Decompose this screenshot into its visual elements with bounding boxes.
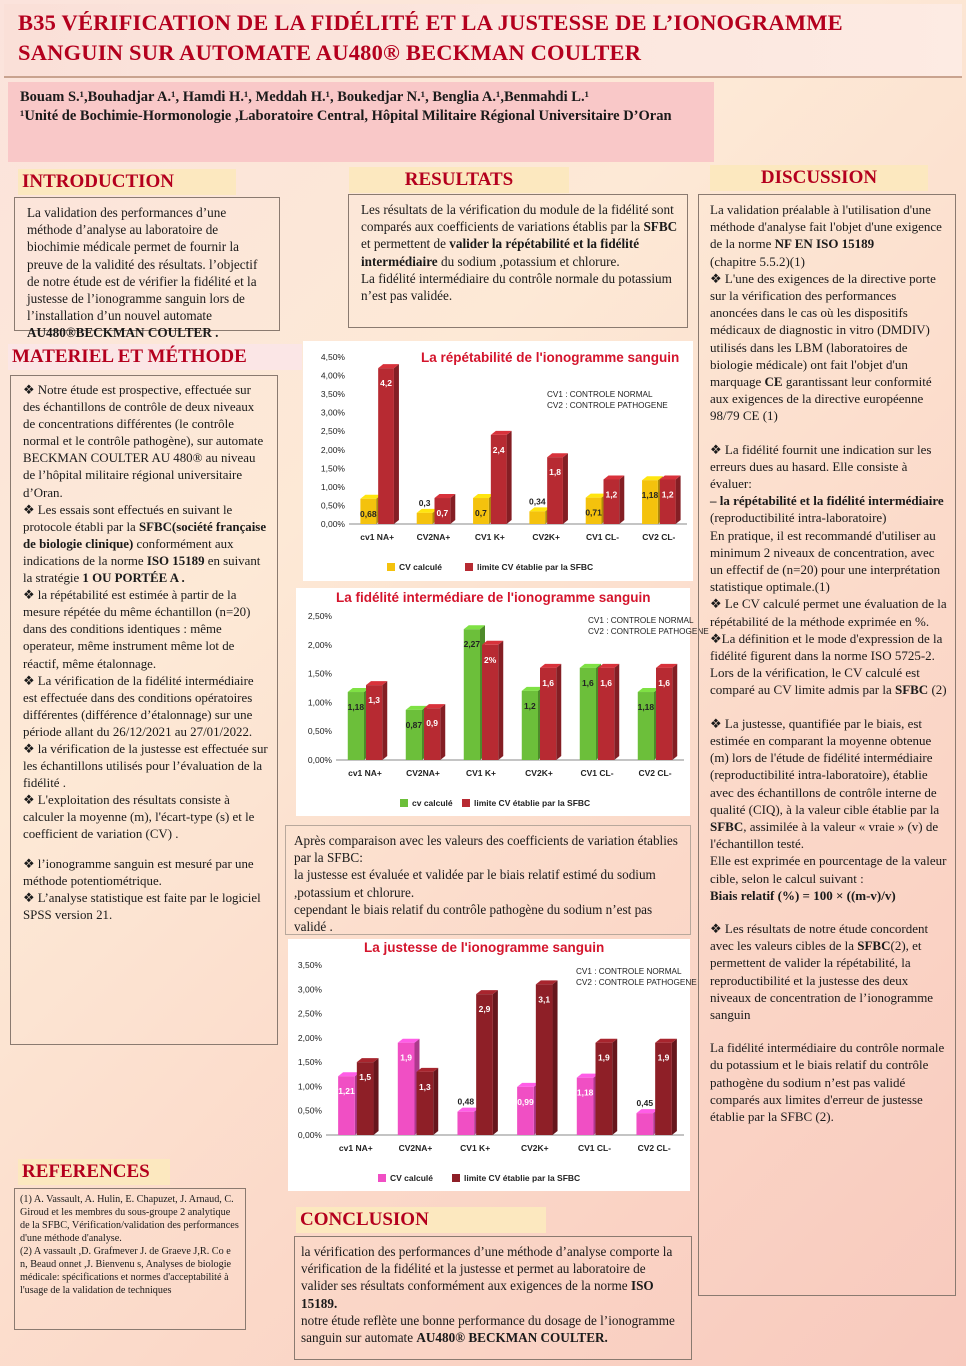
data-label: 2,4	[492, 444, 505, 455]
references-heading: REFERENCES	[18, 1159, 170, 1185]
introduction-bold: AU480®BECKMAN COULTER .	[27, 325, 219, 341]
y-tick-label: 0,50%	[320, 500, 345, 511]
discussion-p8: Elle est exprimée en pourcentage de la valeur cible, selon le calcul suivant :	[710, 853, 947, 886]
data-label: 4,2	[380, 378, 392, 389]
legend-label: CV calculé	[390, 1173, 433, 1183]
chart-justesse	[288, 939, 697, 1191]
data-label: 0,7	[436, 508, 449, 519]
title-line-1: B35 VÉRIFICATION DE LA FIDÉLITÉ ET LA JUSTESSE DE L’IONOGRAMME	[18, 10, 843, 35]
bar	[457, 1112, 474, 1135]
x-tick-label: CV1 K+	[460, 1143, 491, 1153]
x-tick-label: cv1 NA+	[348, 768, 382, 778]
bar-side	[619, 475, 624, 524]
y-tick-label: 1,00%	[320, 481, 345, 492]
bar	[476, 994, 493, 1135]
chart-title: La fidélité intermédiare de l'ionogramme sanguin	[336, 590, 651, 605]
x-tick-label: CV1 CL-	[577, 1143, 612, 1153]
bar-side	[612, 1039, 617, 1135]
bar-side	[563, 453, 568, 524]
materiel-p2: ❖ Les essais sont effectués en suivant le protocole établi par la SFBC(société française de biologie clinique) conformément aux indications de la norme ISO 15189 en suivant la stratégie 1 OU PORTÉE A .	[23, 502, 267, 586]
legend-swatch	[387, 563, 395, 571]
x-tick-label: CV2K+	[532, 532, 560, 542]
legend-label: limite CV établie par la SFBC	[464, 1173, 581, 1183]
reference-2: (2) A vassault ,D. Grafmever J. de Graeve J,R. Co e n, Beaud onnet ,J. Bienvenu s, Analyses de biologie médicale: spécifications et normes d'acceptabilité à l'usage de la validation de techniques	[20, 1246, 232, 1296]
materiel-p4: ❖ La vérification de la fidélité intermédiaire est effectuée dans des conditions opératoires différentes (différence d’étalonnage) sur une période allant du 26/12/2021 au 27/01/2022.	[23, 673, 254, 739]
bar	[604, 479, 620, 524]
y-tick-label: 4,50%	[320, 352, 345, 362]
x-tick-label: CV1 CL-	[585, 532, 620, 542]
y-tick-label: 1,50%	[320, 463, 345, 474]
introduction-box	[14, 197, 280, 341]
bar	[642, 480, 658, 524]
authors-block	[20, 88, 710, 126]
discussion-p9: ❖ Les résultats de notre étude concordent avec les valeurs cibles de la SFBC(2), et permettent de valider la répétabilité, la reproductibilité et la justesse des deux niveaux de concentration de l’ionogramme sanguin	[710, 920, 934, 1022]
legend-label: limite CV établie par la SFBC	[474, 798, 591, 808]
bar-side	[556, 664, 561, 760]
introduction-heading: INTRODUCTION	[18, 169, 236, 195]
data-label: 2,9	[478, 1004, 491, 1015]
data-label: 1,2	[523, 700, 536, 711]
y-tick-label: 0,50%	[297, 1105, 322, 1116]
x-tick-label: CV2NA+	[406, 768, 440, 778]
y-tick-label: 3,00%	[297, 984, 322, 995]
data-label: 1,3	[418, 1081, 431, 1092]
discussion-p6: ❖La définition et le mode d'expression de la fidélité figurent dans la norme ISO 5725-2. Lors de la vérification, le CV calculé est comparé au CV limite admis par la SFBC (2)	[710, 630, 947, 698]
data-label: 1,18	[637, 702, 655, 713]
bar-side	[382, 681, 387, 760]
discussion-p2: ❖ L'une des exigences de la directive porte sur la vérification des performances anoncées dans le cas où les dispositifs médicaux de diagnostic in vitro (DMDIV) utilisés dans les LBM (laboratoires de biologie médicale) ont fait l'objet d'un marquage CE garantissant leur conformité aux exigences de la directive européenne 98/79 CE (1)	[710, 270, 936, 424]
legend-label: CV calculé	[399, 562, 442, 572]
materiel-p3: ❖ la répétabilité est estimée à partir de la mesure répétée du même échantillon (n=20) dans des conditions identiques : même operateur, même instrument même lot de réactif, même étalonnage.	[23, 588, 251, 671]
data-label: 0,7	[475, 508, 487, 519]
x-tick-label: CV2 CL-	[642, 532, 676, 542]
data-label: 0,45	[636, 1098, 654, 1109]
chart-inset-legend: CV2 : CONTROLE PATHOGENE	[547, 401, 668, 410]
bar-side	[676, 475, 681, 524]
chart-repetabilite	[303, 341, 693, 581]
chart-justesse-svg	[288, 939, 697, 1191]
discussion-box	[698, 194, 956, 1296]
discussion-formula: Biais relatif (%) = 100 × ((m-v)/v)	[710, 887, 896, 903]
legend-swatch	[378, 1174, 386, 1182]
discussion-p1: La validation préalable à l'utilisation d'une méthode d'analyse fait l'objet d'une exigence	[710, 202, 942, 235]
x-tick-label: cv1 NA+	[360, 532, 395, 542]
x-tick-label: CV1 K+	[466, 768, 496, 778]
bar-side	[493, 990, 498, 1135]
discussion-p4: En pratique, il est recommandé d'utiliser au minimum 2 niveaux de concentration, avec un effectif de (n=20) pour une interprétation statistique optimale.(1)	[710, 527, 941, 595]
bar	[577, 1078, 594, 1135]
poster-title	[18, 8, 948, 68]
bar	[424, 708, 440, 760]
data-label: 1,5	[359, 1072, 372, 1083]
conclusion-p1: la vérification des performances d’une méthode d’analyse comporte la vérification de la fidélité et la justesse et permet au laboratoire de valider ses résultats conformément aux exigences de la norme ISO 15189.	[301, 1244, 673, 1311]
data-label: 0,48	[457, 1096, 475, 1107]
chart-title: La répétabilité de l'ionogramme sanguin	[421, 350, 680, 365]
data-label: 0,34	[529, 496, 546, 507]
resultats-note: La fidélité intermédiaire du contrôle normale du potassium n’est pas validée.	[361, 270, 672, 304]
data-label: 1,18	[576, 1087, 594, 1098]
legend-label: cv calculé	[412, 798, 453, 808]
y-tick-label: 2,00%	[297, 1032, 322, 1043]
comparison-3: cependant le biais relatif du contrôle pathogène du sodium n’est pas validé .	[294, 901, 653, 935]
y-tick-label: 2,00%	[307, 639, 332, 650]
data-label: 0,3	[418, 497, 431, 508]
legend-swatch	[452, 1174, 460, 1182]
data-label: 1,6	[581, 677, 594, 688]
y-tick-label: 1,50%	[307, 668, 332, 679]
y-tick-label: 3,50%	[297, 960, 322, 970]
bar-side	[672, 1039, 677, 1135]
y-tick-label: 2,50%	[297, 1008, 322, 1019]
data-label: 1,6	[600, 677, 613, 688]
bar-side	[507, 431, 512, 524]
materiel-p1: ❖ Notre étude est prospective, effectuée sur des échantillons de contrôle de deux niveaux de concentrations différentes (le contrôle normal et le contrôle pathogène), sur automate BECKMAN COULTER AU 480® au niveau de l’hôpital militaire régional universitaire d’Oran.	[23, 383, 264, 500]
legend-label: limite CV établie par la SFBC	[477, 562, 594, 572]
discussion-p7: ❖ La justesse, quantifiée par le biais, est estimée en comparant la moyenne obtenue (m) lors de l'étude de fidélité intermédiaire (reproductibilité intra-laboratoire), établie avec des échantillons de contrôle interne de qualité (CIQ), à la valeur cible établie par la SFBC, assimilée à la valeur « vraie » (v) de l'échantillon testé.	[710, 715, 940, 852]
bar-side	[672, 664, 677, 760]
comparison-box	[285, 825, 691, 935]
affiliation: ¹Unité de Bochimie-Hormonologie ,Laboratoire Central, Hôpital Militaire Régional Universitaire D’Oran	[20, 108, 672, 124]
bar	[529, 511, 545, 524]
discussion-p5: ❖ Le CV calculé permet une évaluation de la répétabilité de la méthode exprimée en %.	[710, 596, 947, 629]
data-label: 2,27	[463, 639, 481, 650]
chart-inset-legend: CV1 : CONTROLE NORMAL	[588, 616, 694, 625]
data-label: 0,87	[405, 719, 423, 730]
bar-side	[394, 364, 399, 524]
comparison-2: la justesse est évaluée et validée par le biais relatif estimé du sodium ,potassium et chlorure.	[294, 867, 656, 900]
y-tick-label: 0,50%	[307, 726, 332, 737]
bar-side	[440, 704, 445, 760]
data-label: 1,2	[605, 489, 618, 500]
x-tick-label: CV1 K+	[474, 532, 505, 542]
references-box	[14, 1188, 246, 1330]
x-tick-label: CV1 CL-	[580, 768, 614, 778]
discussion-heading: DISCUSSION	[710, 165, 928, 191]
comparison-1: Après comparaison avec les valeurs des coefficients de variation établies par la SFBC:	[294, 833, 678, 866]
x-tick-label: cv1 NA+	[338, 1143, 373, 1153]
bar	[636, 1113, 653, 1135]
bar	[517, 1087, 534, 1135]
data-label: 1,9	[657, 1052, 670, 1063]
resultats-box: Les résultats de la vérification du module de la fidélité sont comparés aux coefficients de variations établis par la SFBC et permettent de valider la répétabilité et la fidélité intermédiaire du sodium ,potassium et chlorure. La fidélité intermédiaire du contrôle normale du potassium n’est pas validée.	[348, 194, 688, 328]
chart-title: La justesse de l'ionogramme sanguin	[364, 940, 605, 955]
data-label: 3,1	[538, 994, 551, 1005]
data-label: 0,71	[585, 507, 602, 518]
x-tick-label: CV2K+	[521, 1143, 549, 1153]
bar-side	[374, 1058, 379, 1135]
materiel-heading: MATERIEL ET MÉTHODE	[8, 344, 302, 370]
data-label: 0,9	[426, 718, 439, 729]
data-label: 1,18	[347, 702, 365, 713]
y-tick-label: 3,50%	[320, 389, 345, 400]
data-label: 1,6	[542, 677, 555, 688]
data-label: 1,18	[641, 490, 659, 501]
y-tick-label: 2,00%	[320, 444, 345, 455]
resultats-heading: RESULTATS	[349, 167, 569, 193]
bar-side	[433, 1068, 438, 1135]
y-tick-label: 4,00%	[320, 370, 345, 381]
bar-side	[498, 641, 503, 760]
reference-1: (1) A. Vassault, A. Hulin, E. Chapuzet, J. Arnaud, C. Giroud et les membres du sous-groupe 2 analytique de la SFBC, Vérification/validation des performances d'une méthode d'analyse.	[20, 1194, 239, 1244]
chart-inset-legend: CV2 : CONTROLE PATHOGENE	[576, 978, 697, 987]
y-tick-label: 2,50%	[320, 426, 345, 437]
materiel-p7: ❖ l’ionogramme sanguin est mesuré par une méthode potentiométrique.	[23, 856, 254, 888]
data-label: 1,8	[549, 467, 561, 478]
data-label: 0,99	[517, 1096, 534, 1107]
y-tick-label: 0,00%	[307, 755, 332, 765]
y-tick-label: 1,50%	[297, 1057, 322, 1068]
y-tick-label: 0,00%	[297, 1130, 322, 1140]
data-label: 1,9	[400, 1052, 413, 1063]
materiel-box	[10, 375, 278, 1045]
data-label: 1,21	[338, 1086, 355, 1097]
title-line-2: SANGUIN SUR AUTOMATE AU480® BECKMAN COULTER	[18, 40, 642, 65]
bar-side	[553, 980, 558, 1135]
data-label: 1,6	[658, 677, 671, 688]
materiel-p6: ❖ L'exploitation des résultats consiste à calculer la moyenne (m), l'écart-type (s) et le coefficient de variation (CV) .	[23, 793, 255, 842]
y-tick-label: 1,00%	[297, 1081, 322, 1092]
materiel-p8: ❖ L’analyse statistique est faite par le logiciel SPSS version 21.	[23, 890, 261, 922]
bar	[536, 984, 553, 1135]
data-label: 1,9	[597, 1052, 610, 1063]
legend-swatch	[465, 563, 473, 571]
data-label: 1,2	[661, 489, 674, 500]
bar	[338, 1076, 355, 1135]
data-label: 2%	[483, 654, 497, 665]
conclusion-heading: CONCLUSION	[296, 1207, 546, 1233]
chart-inset-legend: CV1 : CONTROLE NORMAL	[576, 967, 682, 976]
bar	[406, 710, 422, 760]
authors: Bouam S.¹,Bouhadjar A.¹, Hamdi H.¹, Meddah H.¹, Boukedjar N.¹, Benglia A.¹,Benmahdi L.¹	[20, 89, 589, 105]
legend-swatch	[400, 799, 408, 807]
y-tick-label: 0,00%	[320, 519, 345, 529]
chart-repetabilite-svg	[303, 341, 693, 581]
discussion-p3b: – la répétabilité et la fidélité intermédiaire (reproductibilité intra-laboratoire)	[710, 493, 944, 526]
discussion-p3: ❖ La fidélité fournit une indication sur les erreurs dues au hasard. Elle consiste à évaluer:	[710, 441, 932, 492]
bar	[417, 513, 433, 524]
bar	[378, 368, 394, 524]
x-tick-label: CV2K+	[525, 768, 553, 778]
data-label: 1,3	[368, 695, 381, 706]
data-label: 0,68	[360, 508, 377, 519]
x-tick-label: CV2 CL-	[637, 1143, 671, 1153]
legend-swatch	[462, 799, 470, 807]
chart-inset-legend: CV1 : CONTROLE NORMAL	[547, 390, 653, 399]
x-tick-label: CV2NA+	[398, 1143, 433, 1153]
chart-inset-legend: CV2 : CONTROLE PATHOGENE	[588, 627, 709, 636]
introduction-text: La validation des performances d’une méthode d’analyse au laboratoire de biochimie médicale permet de fournir la preuve de la validité des résultats. l’objectif de notre étude est de vérifier la fidélité et la justesse de l’ionogramme sanguin lors de l’installation d’un nouvel automate	[27, 205, 258, 324]
conclusion-box	[294, 1236, 692, 1360]
y-tick-label: 3,00%	[320, 407, 345, 418]
y-tick-label: 2,50%	[307, 611, 332, 621]
discussion-p10: La fidélité intermédiaire du contrôle normale du potassium et le biais relatif du contrôle pathogène du sodium n’est pas validé comparés aux limites d'erreur de justesse établie par la SFBC (2).	[710, 1040, 945, 1124]
bar	[660, 479, 676, 524]
discussion-p1c: (chapitre 5.5.2)(1)	[710, 253, 805, 269]
x-tick-label: CV2 CL-	[638, 768, 672, 778]
materiel-p5: ❖ la vérification de la justesse est effectuée sur les échantillons utilisés pour l’évaluation de la fidélité .	[23, 741, 268, 791]
x-tick-label: CV2NA+	[416, 532, 451, 542]
chart-fidelite-svg	[296, 588, 709, 816]
y-tick-label: 1,00%	[307, 697, 332, 708]
conclusion-p2: notre étude reflète une bonne performance du dosage de l’ionogramme sanguin sur automate AU480® BECKMAN COULTER.	[301, 1312, 675, 1346]
bar-side	[450, 494, 455, 524]
discussion-p1b: de la norme NF EN ISO 15189	[710, 236, 875, 252]
chart-fidelite	[296, 588, 709, 816]
bar-side	[614, 664, 619, 760]
